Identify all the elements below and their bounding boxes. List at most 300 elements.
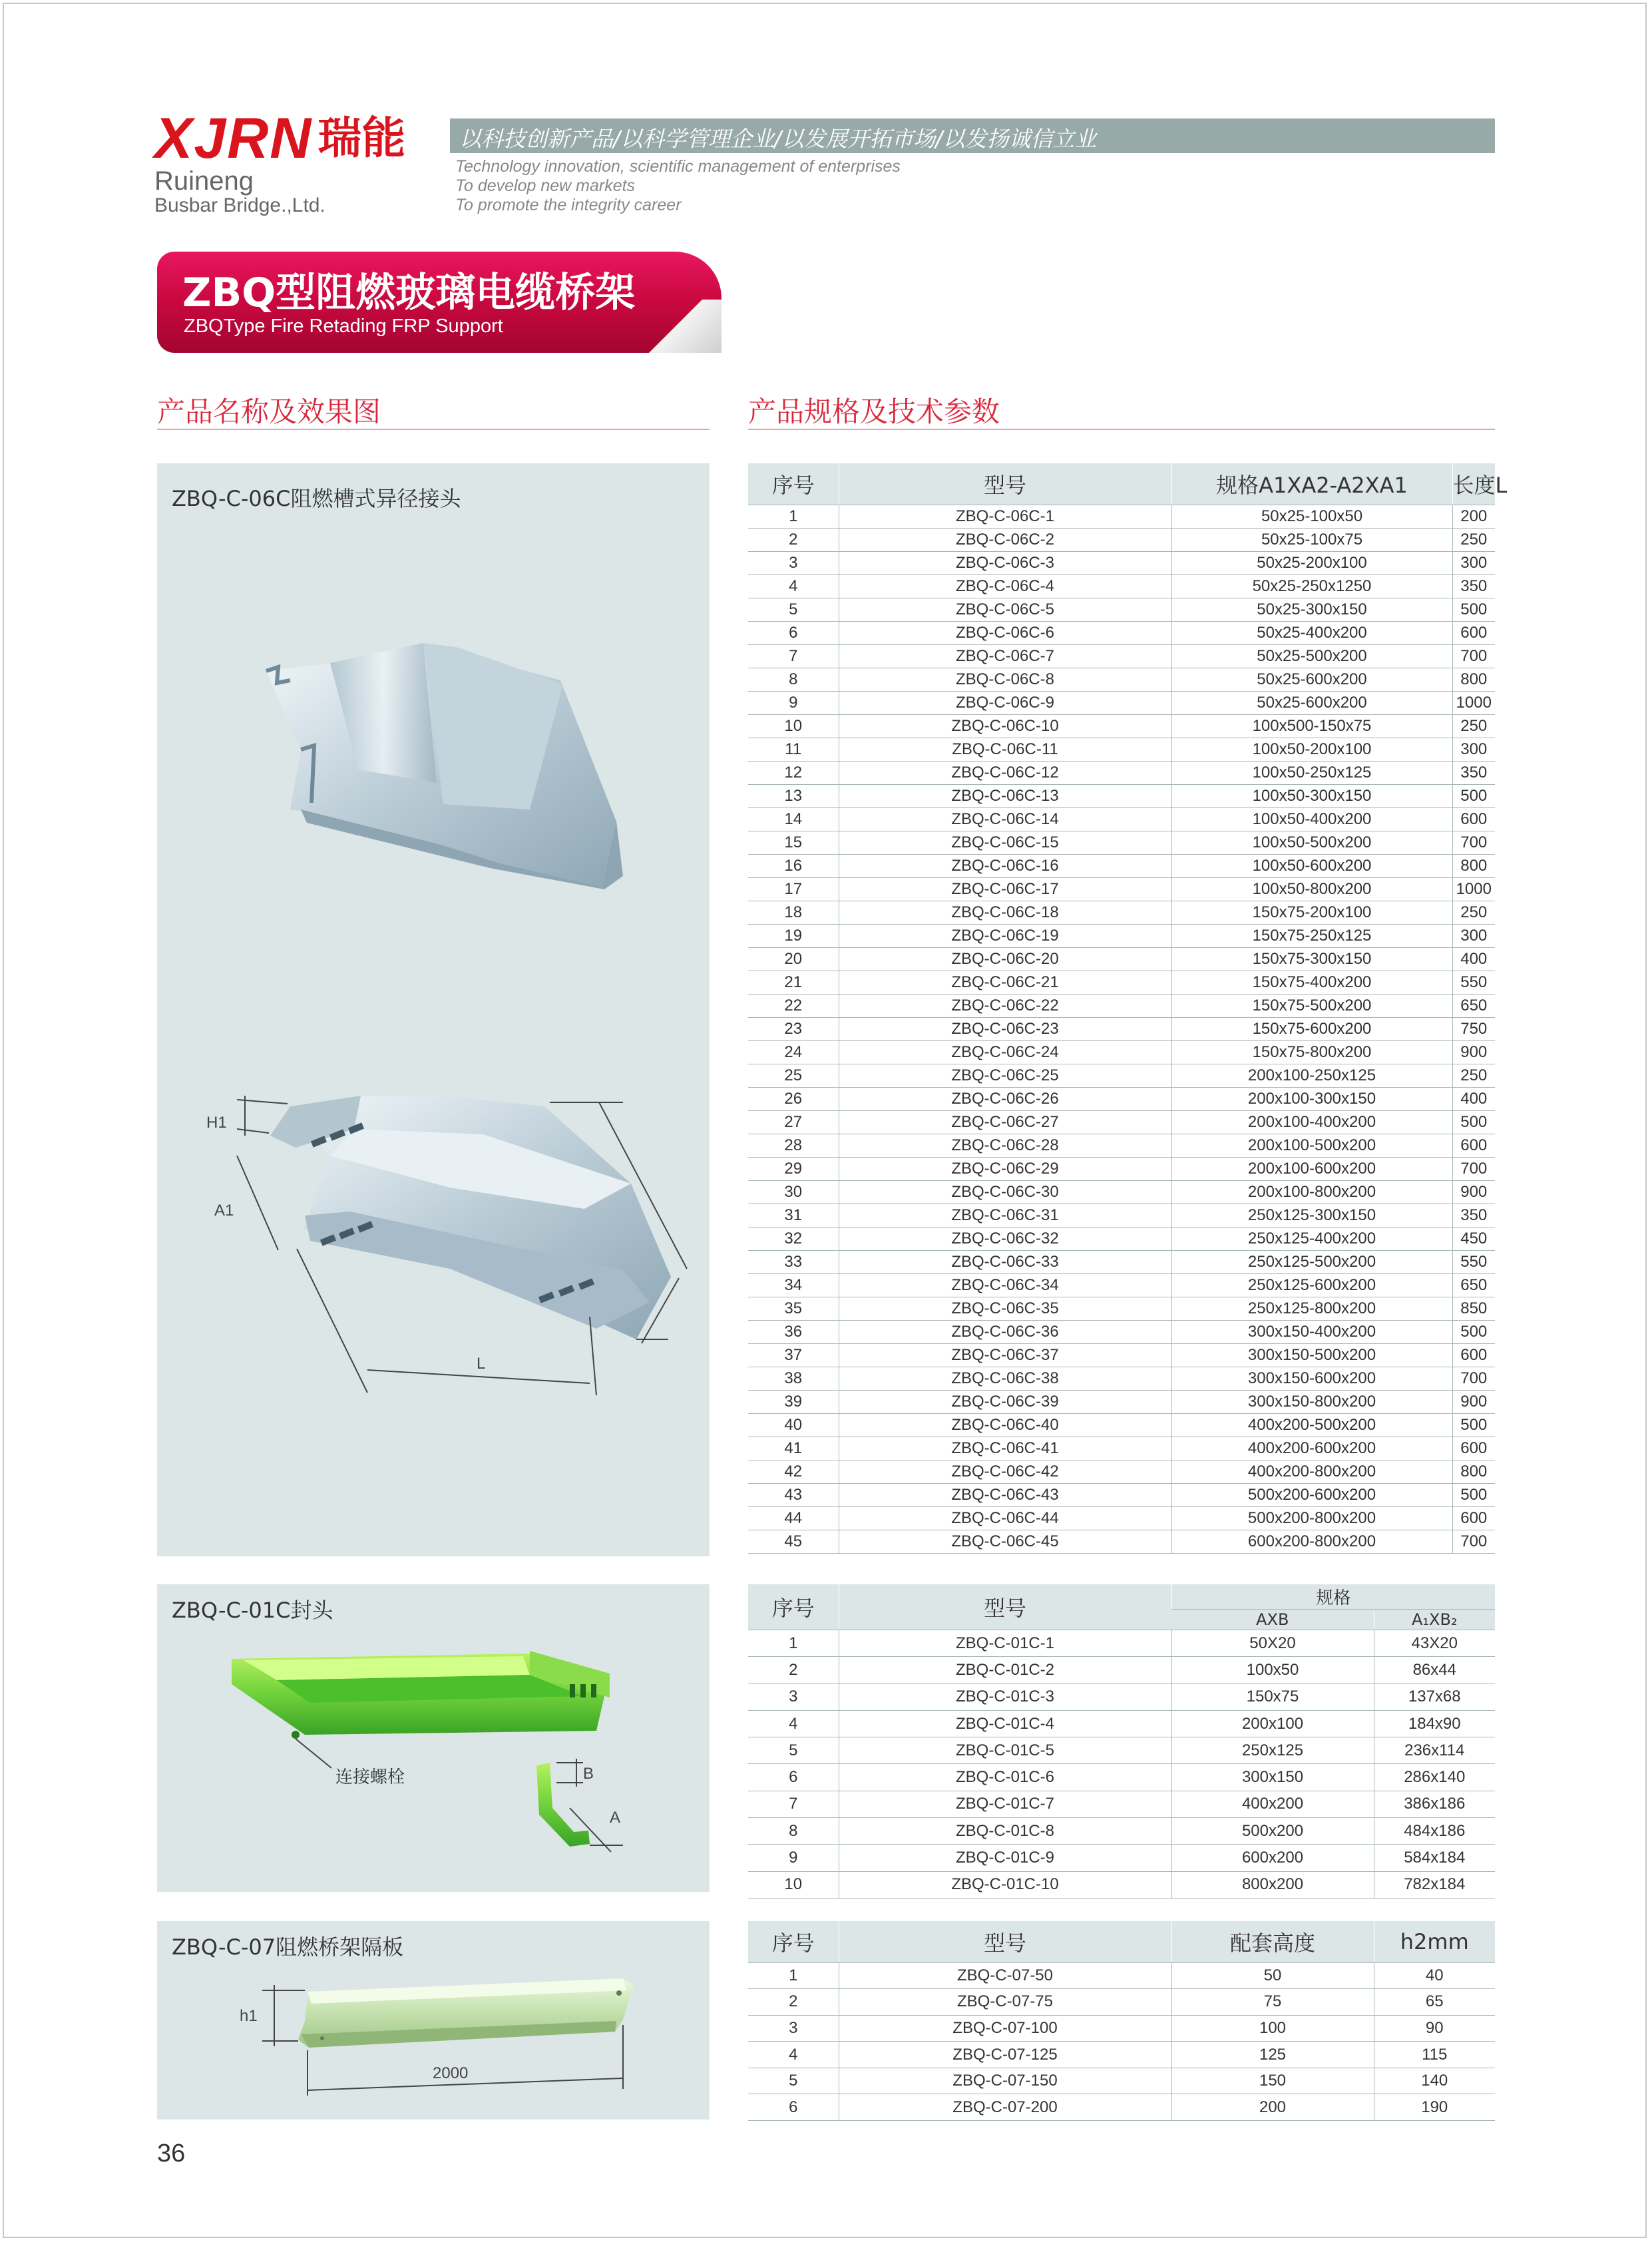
table-row <box>748 2094 1495 2121</box>
endcap-illustration <box>157 1584 710 1892</box>
divider-image-panel <box>157 1921 710 2120</box>
table-cell: 700 <box>1452 1367 1495 1390</box>
table-cell: 23 <box>748 1017 839 1040</box>
table-cell: 250x125 <box>1171 1737 1374 1764</box>
table-cell: 150x75-200x100 <box>1171 901 1452 924</box>
table-cell: 33 <box>748 1250 839 1273</box>
table-cell: 600 <box>1452 621 1495 644</box>
table-cell: 400x200-800x200 <box>1171 1460 1452 1483</box>
page-number: 36 <box>157 2139 186 2167</box>
endcap-label: ZBQ-C-01C封头 <box>172 1598 333 1623</box>
table-row <box>748 2042 1495 2068</box>
table-cell: 35 <box>748 1297 839 1320</box>
table-cell: 500x200 <box>1171 1818 1374 1845</box>
divider-panel-shape <box>298 1978 634 2048</box>
bolt-label: 连接螺栓 <box>335 1767 405 1787</box>
divider-illustration <box>157 1921 710 2120</box>
table-cell: 10 <box>748 714 839 738</box>
table-cell: 500 <box>1452 1320 1495 1343</box>
table-cell: 27 <box>748 1110 839 1134</box>
table-cell: 350 <box>1452 1204 1495 1227</box>
banner-subtitle: ZBQType Fire Retading FRP Support <box>184 316 503 337</box>
table-cell: 484x186 <box>1374 1818 1495 1845</box>
reducer-label: ZBQ-C-06C阻燃槽式异径接头 <box>172 486 461 511</box>
table-cell: 600 <box>1452 807 1495 831</box>
banner-title: ZBQ型阻燃玻璃电缆桥架 <box>182 270 636 316</box>
table-cell: ZBQ-C-06C-5 <box>839 598 1171 621</box>
table-cell: 6 <box>748 1764 839 1791</box>
dim-label-b: B <box>583 1765 594 1783</box>
table-cell: ZBQ-C-06C-8 <box>839 668 1171 691</box>
table-cell: 300 <box>1452 924 1495 947</box>
table-cell: ZBQ-C-06C-30 <box>839 1180 1171 1204</box>
header-seq: 序号 <box>748 463 839 505</box>
table-cell: 400x200 <box>1171 1791 1374 1817</box>
table-cell: 3 <box>748 2015 839 2042</box>
table-cell: ZBQ-C-01C-7 <box>839 1791 1171 1817</box>
table-cell: 8 <box>748 668 839 691</box>
table-cell: 10 <box>748 1871 839 1898</box>
table-cell: 150x75-400x200 <box>1171 971 1452 994</box>
table-row <box>748 924 1495 947</box>
table-cell: ZBQ-C-06C-34 <box>839 1273 1171 1297</box>
table-cell: 400x200-500x200 <box>1171 1413 1452 1437</box>
table-cell: 700 <box>1452 644 1495 668</box>
table-cell: 250 <box>1452 901 1495 924</box>
table-cell: 100x50 <box>1171 1657 1374 1683</box>
table-cell: ZBQ-C-06C-23 <box>839 1017 1171 1040</box>
table-row <box>748 761 1495 784</box>
table-cell: ZBQ-C-06C-38 <box>839 1367 1171 1390</box>
table-cell: 9 <box>748 691 839 714</box>
table-cell: 100x50-600x200 <box>1171 854 1452 877</box>
header-spec: 规格A1XA2-A2XA1 <box>1171 463 1452 505</box>
table-cell: ZBQ-C-07-50 <box>839 1962 1171 1989</box>
table-row <box>748 1413 1495 1437</box>
endcap-profile <box>536 1759 623 1852</box>
table-cell: ZBQ-C-06C-17 <box>839 877 1171 901</box>
table-cell: ZBQ-C-06C-15 <box>839 831 1171 854</box>
table-cell: 24 <box>748 1040 839 1064</box>
table-cell: 50x25-600x200 <box>1171 668 1452 691</box>
header-h2: h2mm <box>1374 1921 1495 1962</box>
table-row <box>748 1227 1495 1250</box>
table-cell: 26 <box>748 1087 839 1110</box>
endcap-tray <box>232 1651 610 1768</box>
table-row <box>748 505 1495 528</box>
table-cell: 400 <box>1452 1087 1495 1110</box>
table-cell: 200x100 <box>1171 1710 1374 1737</box>
table-cell: 600 <box>1452 1343 1495 1367</box>
table-row <box>748 784 1495 807</box>
table-cell: 700 <box>1452 831 1495 854</box>
table-cell: 1000 <box>1452 691 1495 714</box>
logo-latin: XJRN <box>154 107 313 170</box>
table-row <box>748 901 1495 924</box>
table-cell: 200x100-800x200 <box>1171 1180 1452 1204</box>
table-row <box>748 1962 1495 1989</box>
table-cell: 5 <box>748 2068 839 2094</box>
table-cell: 2 <box>748 1657 839 1683</box>
table-cell: ZBQ-C-06C-24 <box>839 1040 1171 1064</box>
table-cell: 40 <box>1374 1962 1495 1989</box>
table-cell: 36 <box>748 1320 839 1343</box>
table-cell: 100x50-500x200 <box>1171 831 1452 854</box>
table-row <box>748 1871 1495 1898</box>
table-cell: 90 <box>1374 2015 1495 2042</box>
reducer-illustration <box>157 463 710 1556</box>
table-cell: ZBQ-C-06C-32 <box>839 1227 1171 1250</box>
table-cell: 17 <box>748 877 839 901</box>
table-cell: 34 <box>748 1273 839 1297</box>
table-cell: 600 <box>1452 1506 1495 1530</box>
reducer-dimension-drawing <box>206 1096 687 1395</box>
table-cell: 250x125-500x200 <box>1171 1250 1452 1273</box>
subheader-a1xb2: A₁XB₂ <box>1374 1610 1495 1630</box>
table-row <box>748 1110 1495 1134</box>
table-row <box>748 1483 1495 1506</box>
divider-spec-table <box>748 1921 1495 2121</box>
table-cell: 5 <box>748 598 839 621</box>
slogan-en-line-3: To promote the integrity career <box>455 196 682 214</box>
left-section-underline <box>157 429 710 430</box>
table-cell: 900 <box>1452 1180 1495 1204</box>
slogan-en-line-2: To develop new markets <box>455 176 636 195</box>
table-cell: 8 <box>748 1818 839 1845</box>
table-cell: 500 <box>1452 1110 1495 1134</box>
table-cell: 250x125-300x150 <box>1171 1204 1452 1227</box>
table-cell: 190 <box>1374 2094 1495 2121</box>
table-row <box>748 1343 1495 1367</box>
table-cell: ZBQ-C-06C-27 <box>839 1110 1171 1134</box>
table-cell: 350 <box>1452 761 1495 784</box>
table-cell: 18 <box>748 901 839 924</box>
table-row <box>748 2015 1495 2042</box>
table-cell: 6 <box>748 621 839 644</box>
table-cell: 900 <box>1452 1040 1495 1064</box>
table-cell: 28 <box>748 1134 839 1157</box>
table-cell: ZBQ-C-06C-40 <box>839 1413 1171 1437</box>
table-cell: 1 <box>748 1630 839 1657</box>
table-row <box>748 971 1495 994</box>
endcap-spec-table <box>748 1584 1495 1899</box>
table-cell: ZBQ-C-06C-28 <box>839 1134 1171 1157</box>
table-cell: 42 <box>748 1460 839 1483</box>
table-cell: 4 <box>748 1710 839 1737</box>
table-cell: 115 <box>1374 2042 1495 2068</box>
table-cell: 14 <box>748 807 839 831</box>
table-cell: 300 <box>1452 738 1495 761</box>
table-row <box>748 1506 1495 1530</box>
table-cell: ZBQ-C-06C-35 <box>839 1297 1171 1320</box>
table-cell: ZBQ-C-06C-14 <box>839 807 1171 831</box>
table-cell: 400 <box>1452 947 1495 971</box>
table-cell: 20 <box>748 947 839 971</box>
table-cell: 150x75-600x200 <box>1171 1017 1452 1040</box>
right-section-underline <box>748 429 1495 430</box>
table-cell: 125 <box>1171 2042 1374 2068</box>
dim-label-h1-divider: h1 <box>240 2007 258 2025</box>
header-height: 配套高度 <box>1171 1921 1374 1962</box>
table-cell: 50X20 <box>1171 1630 1374 1657</box>
table-cell: 137x68 <box>1374 1683 1495 1710</box>
table-cell: ZBQ-C-06C-41 <box>839 1437 1171 1460</box>
table-cell: 50 <box>1171 1962 1374 1989</box>
table-row <box>748 1390 1495 1413</box>
table-cell: 43X20 <box>1374 1630 1495 1657</box>
table-cell: ZBQ-C-01C-10 <box>839 1871 1171 1898</box>
table-cell: 100x50-800x200 <box>1171 877 1452 901</box>
table-cell: 1 <box>748 1962 839 1989</box>
table-cell: 500 <box>1452 598 1495 621</box>
table-cell: ZBQ-C-06C-1 <box>839 505 1171 528</box>
table-cell: ZBQ-C-01C-2 <box>839 1657 1171 1683</box>
table-cell: 150x75-300x150 <box>1171 947 1452 971</box>
table-cell: 22 <box>748 994 839 1017</box>
table-cell: 100 <box>1171 2015 1374 2042</box>
table-row <box>748 1710 1495 1737</box>
table-cell: 300x150-400x200 <box>1171 1320 1452 1343</box>
table-cell: 800 <box>1452 854 1495 877</box>
table-cell: ZBQ-C-06C-6 <box>839 621 1171 644</box>
table-cell: 300x150 <box>1171 1764 1374 1791</box>
table-cell: 300 <box>1452 551 1495 574</box>
table-cell: 3 <box>748 551 839 574</box>
table-cell: 800 <box>1452 668 1495 691</box>
table-cell: 1 <box>748 505 839 528</box>
table-cell: 584x184 <box>1374 1845 1495 1871</box>
table-cell: 50x25-300x150 <box>1171 598 1452 621</box>
company-name-en: Ruineng <box>154 166 254 196</box>
table-cell: 30 <box>748 1180 839 1204</box>
table-cell: 900 <box>1452 1390 1495 1413</box>
table-row <box>748 668 1495 691</box>
table-cell: 38 <box>748 1367 839 1390</box>
slogan-cn: 以科技创新产品/以科学管理企业/以发展开拓市场/以发扬诚信立业 <box>459 126 1097 152</box>
dim-label-l: L <box>477 1355 486 1373</box>
dim-label-a1: A1 <box>214 1202 234 1220</box>
table-row <box>748 691 1495 714</box>
table-cell: 50x25-100x75 <box>1171 528 1452 551</box>
table-cell: 600x200-800x200 <box>1171 1530 1452 1553</box>
table-row <box>748 1250 1495 1273</box>
table-row <box>748 551 1495 574</box>
table-cell: ZBQ-C-06C-29 <box>839 1157 1171 1180</box>
table-cell: ZBQ-C-06C-12 <box>839 761 1171 784</box>
table-row <box>748 1437 1495 1460</box>
header-model: 型号 <box>839 1921 1171 1962</box>
table-cell: ZBQ-C-01C-4 <box>839 1710 1171 1737</box>
table-cell: ZBQ-C-06C-10 <box>839 714 1171 738</box>
table-cell: ZBQ-C-06C-39 <box>839 1390 1171 1413</box>
header-model: 型号 <box>839 463 1171 505</box>
table-row <box>748 1087 1495 1110</box>
header-spec: 规格 <box>1171 1584 1495 1610</box>
header-seq: 序号 <box>748 1921 839 1962</box>
table-cell: 300x150-800x200 <box>1171 1390 1452 1413</box>
table-row <box>748 1320 1495 1343</box>
table-cell: 250 <box>1452 714 1495 738</box>
table-cell: 150x75 <box>1171 1683 1374 1710</box>
table-cell: 200x100-500x200 <box>1171 1134 1452 1157</box>
table-cell: ZBQ-C-06C-18 <box>839 901 1171 924</box>
table-cell: 150x75-500x200 <box>1171 994 1452 1017</box>
table-cell: 2 <box>748 1989 839 2016</box>
table-cell: 600x200 <box>1171 1845 1374 1871</box>
table-cell: 41 <box>748 1437 839 1460</box>
dim-label-h1: H1 <box>206 1114 227 1132</box>
table-row <box>748 1157 1495 1180</box>
table-cell: ZBQ-C-07-150 <box>839 2068 1171 2094</box>
header-length: 长度L <box>1452 463 1495 505</box>
table-cell: 650 <box>1452 1273 1495 1297</box>
table-cell: 250x125-400x200 <box>1171 1227 1452 1250</box>
company-logo <box>154 107 406 170</box>
table-cell: 200 <box>1452 505 1495 528</box>
table-cell: 50x25-500x200 <box>1171 644 1452 668</box>
table-cell: 150 <box>1171 2068 1374 2094</box>
table-cell: 86x44 <box>1374 1657 1495 1683</box>
table-cell: 500x200-800x200 <box>1171 1506 1452 1530</box>
table-cell: 800x200 <box>1171 1871 1374 1898</box>
table-cell: 782x184 <box>1374 1871 1495 1898</box>
dim-label-length: 2000 <box>433 2064 469 2082</box>
table-cell: 300x150-500x200 <box>1171 1343 1452 1367</box>
table-cell: 140 <box>1374 2068 1495 2094</box>
table-row <box>748 574 1495 598</box>
table-cell: ZBQ-C-06C-7 <box>839 644 1171 668</box>
table-cell: 500 <box>1452 1483 1495 1506</box>
table-cell: 9 <box>748 1845 839 1871</box>
table-cell: 100x500-150x75 <box>1171 714 1452 738</box>
table-cell: ZBQ-C-01C-3 <box>839 1683 1171 1710</box>
table-cell: 21 <box>748 971 839 994</box>
table-cell: 40 <box>748 1413 839 1437</box>
table-row <box>748 994 1495 1017</box>
header-model: 型号 <box>839 1584 1171 1630</box>
table-cell: 39 <box>748 1390 839 1413</box>
table-row <box>748 644 1495 668</box>
table-cell: ZBQ-C-07-125 <box>839 2042 1171 2068</box>
table-cell: ZBQ-C-07-100 <box>839 2015 1171 2042</box>
table-cell: 250 <box>1452 1064 1495 1087</box>
table-row <box>748 1273 1495 1297</box>
table-cell: 50x25-100x50 <box>1171 505 1452 528</box>
table-cell: 11 <box>748 738 839 761</box>
table-row <box>748 1064 1495 1087</box>
table-row <box>748 1791 1495 1817</box>
table-cell: 200x100-400x200 <box>1171 1110 1452 1134</box>
table-cell: 850 <box>1452 1297 1495 1320</box>
table-cell: ZBQ-C-06C-9 <box>839 691 1171 714</box>
table-row <box>748 528 1495 551</box>
table-row <box>748 1845 1495 1871</box>
header-seq: 序号 <box>748 1584 839 1630</box>
table-cell: 100x50-300x150 <box>1171 784 1452 807</box>
table-row <box>748 854 1495 877</box>
table-cell: 2 <box>748 528 839 551</box>
table-cell: 450 <box>1452 1227 1495 1250</box>
left-section-heading: 产品名称及效果图 <box>157 395 381 428</box>
table-cell: 44 <box>748 1506 839 1530</box>
table-header-row <box>748 463 1495 505</box>
reducer-spec-table <box>748 463 1508 1554</box>
table-cell: 29 <box>748 1157 839 1180</box>
title-banner <box>157 252 722 353</box>
table-cell: ZBQ-C-06C-36 <box>839 1320 1171 1343</box>
table-row <box>748 1204 1495 1227</box>
table-cell: 200x100-300x150 <box>1171 1087 1452 1110</box>
table-cell: 19 <box>748 924 839 947</box>
slogan-en-line-1: Technology innovation, scientific management of enterprises <box>455 157 901 176</box>
table-cell: 15 <box>748 831 839 854</box>
table-cell: 200x100-250x125 <box>1171 1064 1452 1087</box>
banner-fold <box>642 300 722 353</box>
table-cell: ZBQ-C-07-200 <box>839 2094 1171 2121</box>
table-cell: 250x125-800x200 <box>1171 1297 1452 1320</box>
table-cell: ZBQ-C-06C-25 <box>839 1064 1171 1087</box>
table-cell: 100x50-250x125 <box>1171 761 1452 784</box>
table-cell: 550 <box>1452 1250 1495 1273</box>
table-row <box>748 738 1495 761</box>
table-row <box>748 1040 1495 1064</box>
table-row <box>748 2068 1495 2094</box>
table-row <box>748 1683 1495 1710</box>
reducer-image-panel <box>157 463 710 1556</box>
table-cell: 700 <box>1452 1157 1495 1180</box>
subheader-axb: AXB <box>1171 1610 1374 1630</box>
table-cell: 750 <box>1452 1017 1495 1040</box>
table-cell: ZBQ-C-06C-16 <box>839 854 1171 877</box>
endcap-image-panel <box>157 1584 710 1892</box>
table-cell: 300x150-600x200 <box>1171 1367 1452 1390</box>
table-cell: ZBQ-C-07-75 <box>839 1989 1171 2016</box>
table-cell: 400x200-600x200 <box>1171 1437 1452 1460</box>
table-cell: ZBQ-C-06C-31 <box>839 1204 1171 1227</box>
table-cell: 6 <box>748 2094 839 2121</box>
table-cell: ZBQ-C-06C-26 <box>839 1087 1171 1110</box>
table-cell: 37 <box>748 1343 839 1367</box>
table-cell: 16 <box>748 854 839 877</box>
table-cell: 800 <box>1452 1460 1495 1483</box>
table-cell: 700 <box>1452 1530 1495 1553</box>
table-row <box>748 714 1495 738</box>
table-cell: ZBQ-C-06C-11 <box>839 738 1171 761</box>
table-cell: 550 <box>1452 971 1495 994</box>
table-row <box>748 1367 1495 1390</box>
table-cell: 100x50-400x200 <box>1171 807 1452 831</box>
table-row <box>748 947 1495 971</box>
table-cell: ZBQ-C-01C-8 <box>839 1818 1171 1845</box>
table-cell: 200 <box>1171 2094 1374 2121</box>
table-cell: 500x200-600x200 <box>1171 1483 1452 1506</box>
table-cell: 50x25-200x100 <box>1171 551 1452 574</box>
table-cell: 43 <box>748 1483 839 1506</box>
table-cell: 650 <box>1452 994 1495 1017</box>
table-cell: 45 <box>748 1530 839 1553</box>
table-header-row <box>748 1584 1495 1610</box>
table-cell: ZBQ-C-06C-43 <box>839 1483 1171 1506</box>
table-row <box>748 1630 1495 1657</box>
table-cell: 50x25-250x1250 <box>1171 574 1452 598</box>
table-cell: 1000 <box>1452 877 1495 901</box>
table-cell: 386x186 <box>1374 1791 1495 1817</box>
table-cell: 25 <box>748 1064 839 1087</box>
table-cell: 150x75-250x125 <box>1171 924 1452 947</box>
table-cell: 250 <box>1452 528 1495 551</box>
table-cell: ZBQ-C-06C-21 <box>839 971 1171 994</box>
table-cell: ZBQ-C-01C-1 <box>839 1630 1171 1657</box>
